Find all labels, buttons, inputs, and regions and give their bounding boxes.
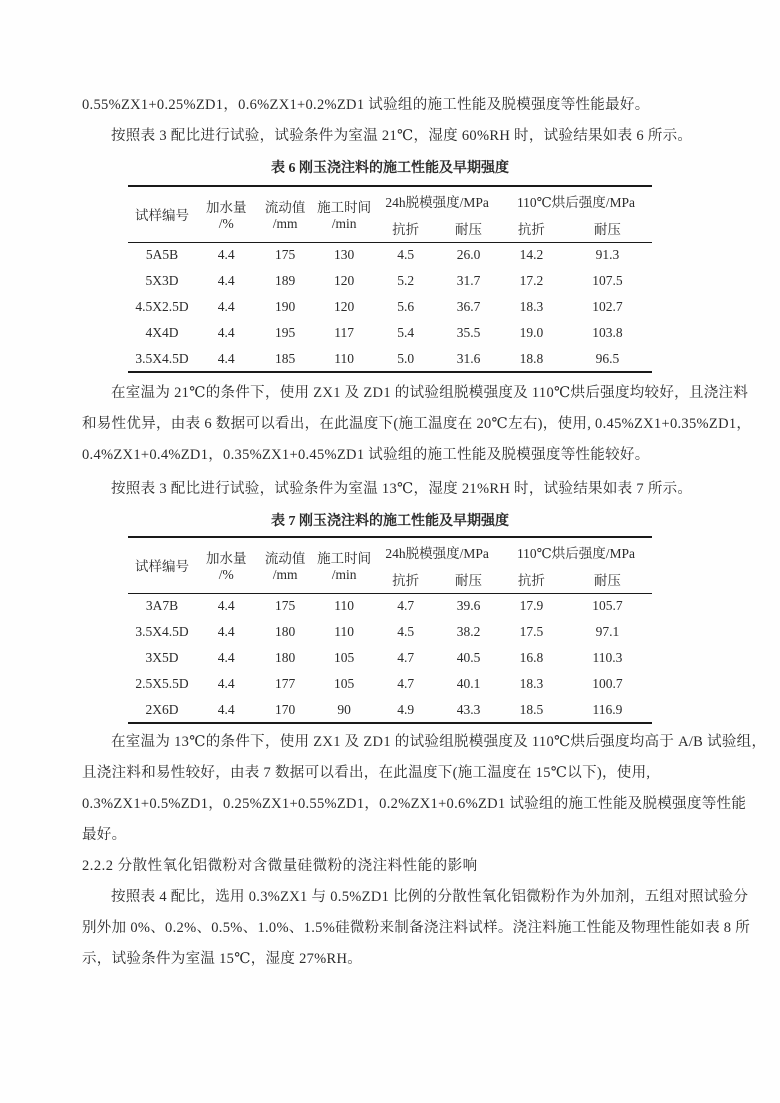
- value-cell: 120: [333, 273, 355, 288]
- sub-header: 抗折: [392, 221, 420, 237]
- value-cell: 195: [275, 325, 296, 340]
- value-cell: 18.3: [519, 299, 544, 314]
- sample-id-cell: 3.5X4.5D: [135, 624, 189, 639]
- value-cell: 175: [275, 598, 296, 614]
- value-cell: 31.6: [456, 350, 481, 366]
- value-cell: 4.4: [217, 650, 235, 665]
- value-cell: 19.0: [519, 325, 544, 340]
- value-cell: 4.4: [217, 624, 235, 639]
- value-cell: 5.0: [397, 350, 415, 366]
- value-cell: 97.1: [595, 624, 620, 639]
- value-cell: 26.0: [456, 247, 481, 263]
- sample-id-cell: 4.5X2.5D: [135, 299, 189, 314]
- value-cell: 116.9: [592, 701, 623, 717]
- value-cell: 5.4: [397, 325, 415, 340]
- sub-header: 耐压: [455, 221, 483, 237]
- paragraph-line: 最好。: [82, 827, 127, 843]
- value-cell: 105.7: [592, 598, 623, 614]
- table-row: [128, 697, 652, 723]
- value-cell: 117: [334, 325, 354, 340]
- value-cell: 40.5: [456, 650, 481, 665]
- value-cell: 16.8: [519, 650, 544, 665]
- sub-header: 耐压: [593, 221, 621, 237]
- value-cell: 4.5: [397, 624, 415, 639]
- paragraph-line: 在室温为 13℃的条件下，使用 ZX1 及 ZD1 的试验组脱模强度及 110℃烘后强度均高于 A/B 试验组，: [111, 734, 767, 750]
- paragraph-block-bottom: [82, 727, 767, 975]
- table-row: [128, 242, 652, 268]
- table-row: [128, 593, 652, 619]
- paragraph-line: 0.4%ZX1+0.4%ZD1，0.35%ZX1+0.45%ZD1 试验组的施工性能及脱模强度等性能较好。: [82, 447, 650, 463]
- value-cell: 130: [333, 247, 355, 263]
- table7: [128, 536, 652, 724]
- group-header: 24h脱模强度/MPa: [385, 545, 489, 561]
- sample-id-cell: 3A7B: [145, 598, 179, 614]
- sub-header: 抗折: [392, 572, 420, 588]
- value-cell: 17.2: [519, 273, 544, 288]
- value-cell: 107.5: [592, 273, 623, 288]
- section-heading: 2.2.2 分散性氧化铝微粉对含微量硅微粉的浇注料性能的影响: [82, 858, 478, 874]
- value-cell: 5.6: [397, 299, 415, 314]
- paragraph-line: 0.55%ZX1+0.25%ZD1，0.6%ZX1+0.2%ZD1 试验组的施工性能及脱模强度等性能最好。: [82, 97, 650, 113]
- sample-id-cell: 3X5D: [145, 650, 179, 665]
- sample-id-cell: 4X4D: [145, 325, 179, 340]
- value-cell: 4.4: [217, 325, 235, 340]
- paragraph-line: 按照表 4 配比，选用 0.3%ZX1 与 0.5%ZD1 比例的分散性氧化铝微粉作为外加剂，五组对照试验分: [111, 889, 749, 905]
- sample-id-cell: 5X3D: [145, 273, 179, 288]
- value-cell: 4.4: [217, 598, 235, 614]
- table-row: [128, 645, 652, 671]
- value-cell: 180: [275, 650, 296, 665]
- table6: [128, 185, 652, 373]
- value-cell: 110: [334, 598, 354, 614]
- column-header: 流动值 /mm: [264, 200, 306, 232]
- column-header: 施工时间 /min: [317, 200, 372, 232]
- value-cell: 18.3: [519, 676, 544, 691]
- value-cell: 100.7: [592, 676, 623, 691]
- value-cell: 35.5: [456, 325, 481, 340]
- value-cell: 14.2: [519, 247, 544, 263]
- value-cell: 4.7: [397, 650, 415, 665]
- value-cell: 18.8: [519, 350, 544, 366]
- value-cell: 4.4: [217, 273, 235, 288]
- table-row: [128, 346, 652, 372]
- value-cell: 189: [275, 273, 296, 288]
- column-header: 加水量 /%: [205, 200, 247, 232]
- value-cell: 4.7: [397, 676, 415, 691]
- value-cell: 4.4: [217, 247, 235, 263]
- value-cell: 31.7: [456, 273, 481, 288]
- sample-id-cell: 3.5X4.5D: [135, 350, 189, 366]
- table-row: [128, 268, 652, 294]
- value-cell: 5.2: [397, 273, 415, 288]
- value-cell: 170: [275, 701, 296, 717]
- value-cell: 18.5: [519, 701, 544, 717]
- value-cell: 4.4: [217, 701, 235, 717]
- value-cell: 4.4: [217, 299, 235, 314]
- value-cell: 110: [334, 624, 354, 639]
- paragraph-block-top: [82, 90, 720, 152]
- value-cell: 38.2: [456, 624, 481, 639]
- value-cell: 43.3: [456, 701, 481, 717]
- group-header: 110℃烘后强度/MPa: [516, 194, 636, 210]
- group-header: 110℃烘后强度/MPa: [516, 545, 636, 561]
- value-cell: 110: [334, 350, 354, 366]
- paragraph-line: 且浇注料和易性较好，由表 7 数据可以看出，在此温度下(施工温度在 15℃以下)，使用,: [82, 765, 651, 781]
- sample-id-cell: 5A5B: [145, 247, 179, 263]
- table-row: [128, 619, 652, 645]
- value-cell: 36.7: [456, 299, 481, 314]
- value-cell: 4.7: [397, 598, 415, 614]
- value-cell: 40.1: [456, 676, 481, 691]
- value-cell: 4.5: [397, 247, 415, 263]
- table7-caption: 表 7 刚玉浇注料的施工性能及早期强度: [271, 514, 509, 529]
- value-cell: 175: [275, 247, 296, 263]
- table7-wrap: [128, 510, 652, 724]
- value-cell: 39.6: [456, 598, 481, 614]
- table-row: [128, 294, 652, 320]
- value-cell: 17.5: [519, 624, 544, 639]
- sub-header: 抗折: [517, 221, 545, 237]
- paragraph-line: 按照表 3 配比进行试验，试验条件为室温 13℃，湿度 21%RH 时，试验结果如表 7 所示。: [111, 481, 693, 497]
- paragraph-line: 按照表 3 配比进行试验，试验条件为室温 21℃，湿度 60%RH 时，试验结果如表 6 所示。: [111, 128, 693, 144]
- table-row: [128, 320, 652, 346]
- value-cell: 190: [275, 299, 296, 314]
- paragraph-line: 别外加 0%、0.2%、0.5%、1.0%、1.5%硅微粉来制备浇注料试样。浇注料施工性能及物理性能如表 8 所: [82, 920, 751, 936]
- sub-header: 耐压: [593, 572, 621, 588]
- column-header: 流动值 /mm: [264, 551, 306, 583]
- value-cell: 103.8: [592, 325, 623, 340]
- value-cell: 105: [333, 676, 355, 691]
- paragraph-line: 0.3%ZX1+0.5%ZD1，0.25%ZX1+0.55%ZD1，0.2%ZX1+0.6%ZD1 试验组的施工性能及脱模强度等性能: [82, 796, 747, 812]
- value-cell: 96.5: [595, 350, 620, 366]
- value-cell: 91.3: [595, 247, 620, 263]
- column-header: 施工时间 /min: [317, 551, 372, 583]
- column-header: 试样编号: [135, 559, 190, 575]
- sample-id-cell: 2.5X5.5D: [135, 676, 189, 691]
- value-cell: 120: [333, 299, 355, 314]
- paragraph-line: 示，试验条件为室温 15℃，湿度 27%RH。: [82, 951, 363, 967]
- value-cell: 90: [337, 701, 351, 717]
- value-cell: 102.7: [592, 299, 623, 314]
- value-cell: 185: [275, 350, 296, 366]
- paragraph-line: 在室温为 21℃的条件下，使用 ZX1 及 ZD1 的试验组脱模强度及 110℃烘后强度均较好，且浇注料: [111, 385, 749, 401]
- value-cell: 17.9: [519, 598, 544, 614]
- value-cell: 180: [275, 624, 296, 639]
- sub-header: 抗折: [517, 572, 545, 588]
- group-header: 24h脱模强度/MPa: [385, 194, 489, 210]
- paragraph-block-mid: [82, 378, 752, 505]
- paragraph-line: 和易性优异，由表 6 数据可以看出，在此温度下(施工温度在 20℃左右)，使用, 0.45%ZX1+0.35%ZD1，: [82, 416, 752, 432]
- value-cell: 4.4: [217, 676, 235, 691]
- sub-header: 耐压: [455, 572, 483, 588]
- column-header: 加水量 /%: [205, 551, 247, 583]
- table6-caption: 表 6 刚玉浇注料的施工性能及早期强度: [271, 161, 509, 176]
- table6-wrap: [128, 157, 652, 373]
- value-cell: 110.3: [592, 650, 623, 665]
- column-header: 试样编号: [135, 208, 190, 224]
- sample-id-cell: 2X6D: [145, 701, 179, 717]
- value-cell: 4.4: [217, 350, 235, 366]
- value-cell: 4.9: [397, 701, 415, 717]
- value-cell: 105: [333, 650, 355, 665]
- table-row: [128, 671, 652, 697]
- value-cell: 177: [275, 676, 296, 691]
